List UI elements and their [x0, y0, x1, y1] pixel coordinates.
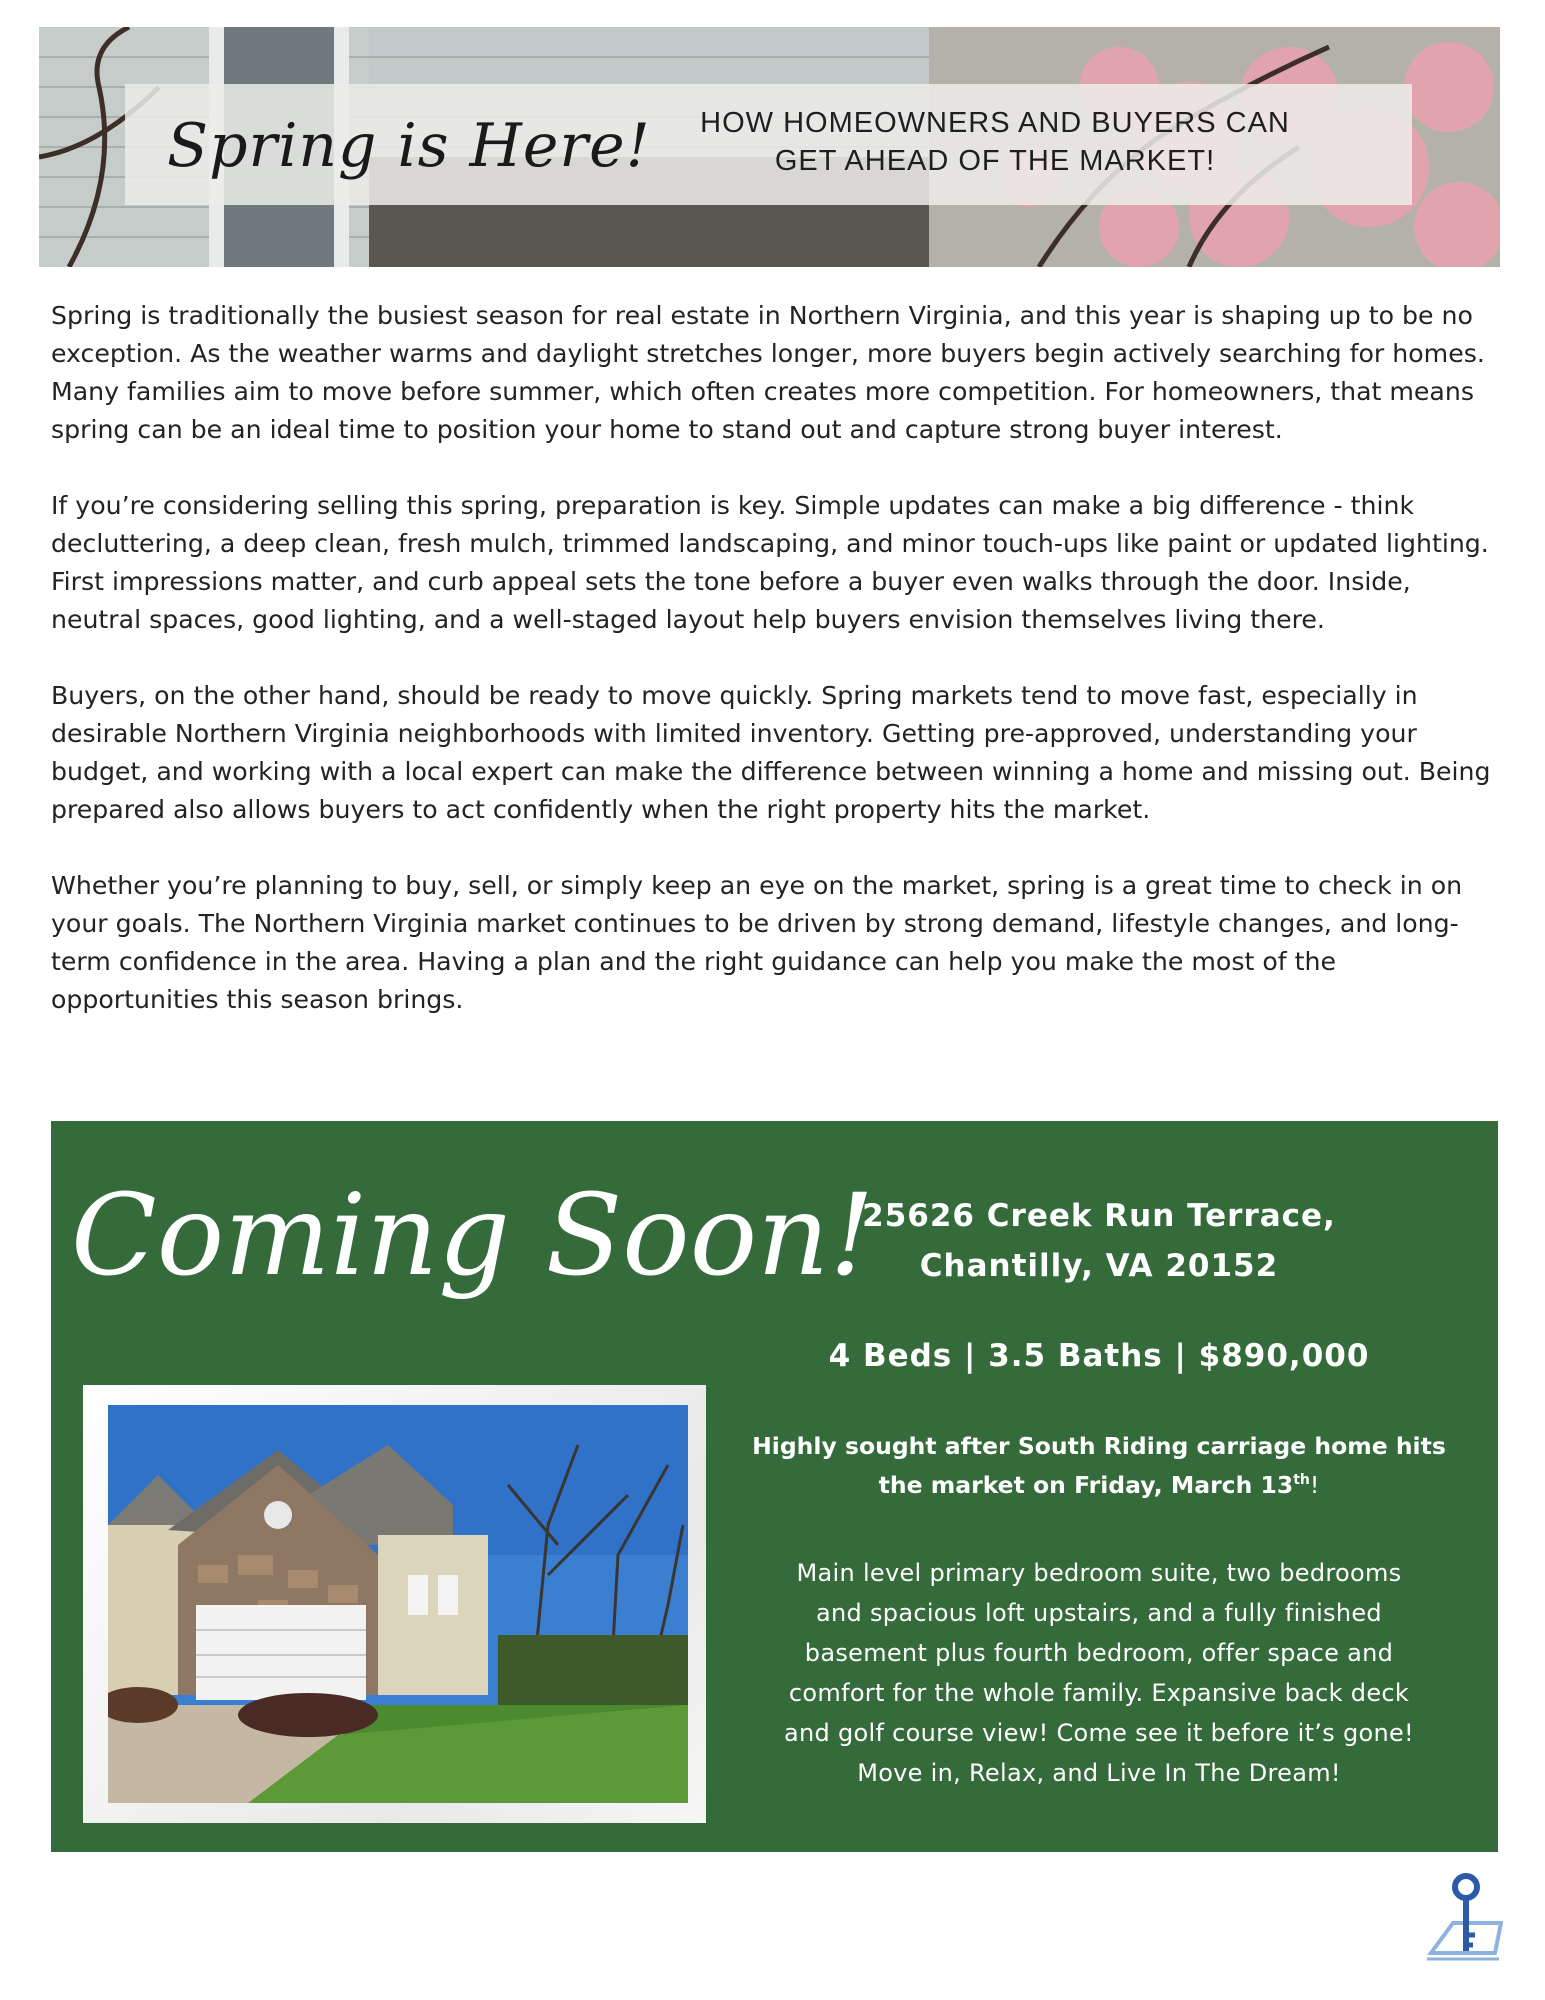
- description-line: comfort for the whole family. Expansive back deck: [788, 1679, 1410, 1707]
- hook-line2-end: !: [1309, 1471, 1320, 1499]
- listing-photo-frame: [83, 1385, 706, 1823]
- coming-soon-panel: [51, 1121, 1498, 1852]
- spring-is-here-title: Spring is Here!: [167, 111, 651, 181]
- address-line1: 25626 Creek Run Terrace,: [862, 1198, 1336, 1234]
- hook-line2: [727, 1466, 1471, 1505]
- hook-line2-text: the market on Friday, March 13: [878, 1471, 1294, 1499]
- banner-headline: [655, 104, 1335, 180]
- article-body: [51, 297, 1506, 1057]
- key-house-logo-icon: [1423, 1873, 1503, 1963]
- listing-description: [727, 1553, 1471, 1793]
- article-paragraph: Whether you’re planning to buy, sell, or simply keep an eye on the market, spring is a great time to check in on your goals. The Northern Virginia market continues to be driven by strong demand, lifestyle changes, and long-term confidence in the area. Having a plan and the right guidance can help you make the most of the opportunities this season brings.: [51, 871, 1463, 1014]
- listing-hook: [727, 1427, 1471, 1505]
- banner-title-box: [125, 84, 1412, 205]
- coming-soon-title: Coming Soon!: [71, 1171, 875, 1301]
- article-paragraph: Buyers, on the other hand, should be ready to move quickly. Spring markets tend to move fast, especially in desirable Northern Virginia neighborhoods with limited inventory. Getting pre-approved, understanding your budget, and working with a local expert can make the difference between winning a home and missing out. Being prepared also allows buyers to act confidently when the right property hits the market.: [51, 681, 1491, 824]
- listing-specs: 4 Beds | 3.5 Baths | $890,000: [828, 1338, 1370, 1374]
- listing-address: [727, 1191, 1471, 1291]
- hook-line1: Highly sought after South Riding carriage home hits: [752, 1432, 1446, 1460]
- banner-headline-line1: HOW HOMEOWNERS AND BUYERS CAN: [700, 107, 1290, 139]
- description-line: and spacious loft upstairs, and a fully finished: [816, 1599, 1382, 1627]
- listing-photo: [108, 1405, 688, 1803]
- hook-line2-sup: th: [1293, 1472, 1310, 1489]
- house-photo: [108, 1405, 688, 1803]
- article-paragraph: If you’re considering selling this spring, preparation is key. Simple updates can make a big difference - think decluttering, a deep clean, fresh mulch, trimmed landscaping, and minor touch-ups like paint or updated lighting. First impressions matter, and curb appeal sets the tone before a buyer even walks through the door. Inside, neutral spaces, good lighting, and a well-staged layout help buyers envision themselves living there.: [51, 491, 1489, 634]
- description-line: Main level primary bedroom suite, two bedrooms: [796, 1559, 1402, 1587]
- address-line2: Chantilly, VA 20152: [919, 1248, 1279, 1284]
- description-line: basement plus fourth bedroom, offer space and: [804, 1639, 1394, 1667]
- article-paragraph: Spring is traditionally the busiest season for real estate in Northern Virginia, and this year is shaping up to be no exception. As the weather warms and daylight stretches longer, more buyers begin actively searching for homes. Many families aim to move before summer, which often creates more competition. For homeowners, that means spring can be an ideal time to position your home to stand out and capture strong buyer interest.: [51, 301, 1485, 444]
- description-line: Move in, Relax, and Live In The Dream!: [857, 1759, 1341, 1787]
- description-line: and golf course view! Come see it before it’s gone!: [784, 1719, 1414, 1747]
- header-banner: [39, 27, 1500, 267]
- banner-headline-line2: GET AHEAD OF THE MARKET!: [774, 145, 1216, 177]
